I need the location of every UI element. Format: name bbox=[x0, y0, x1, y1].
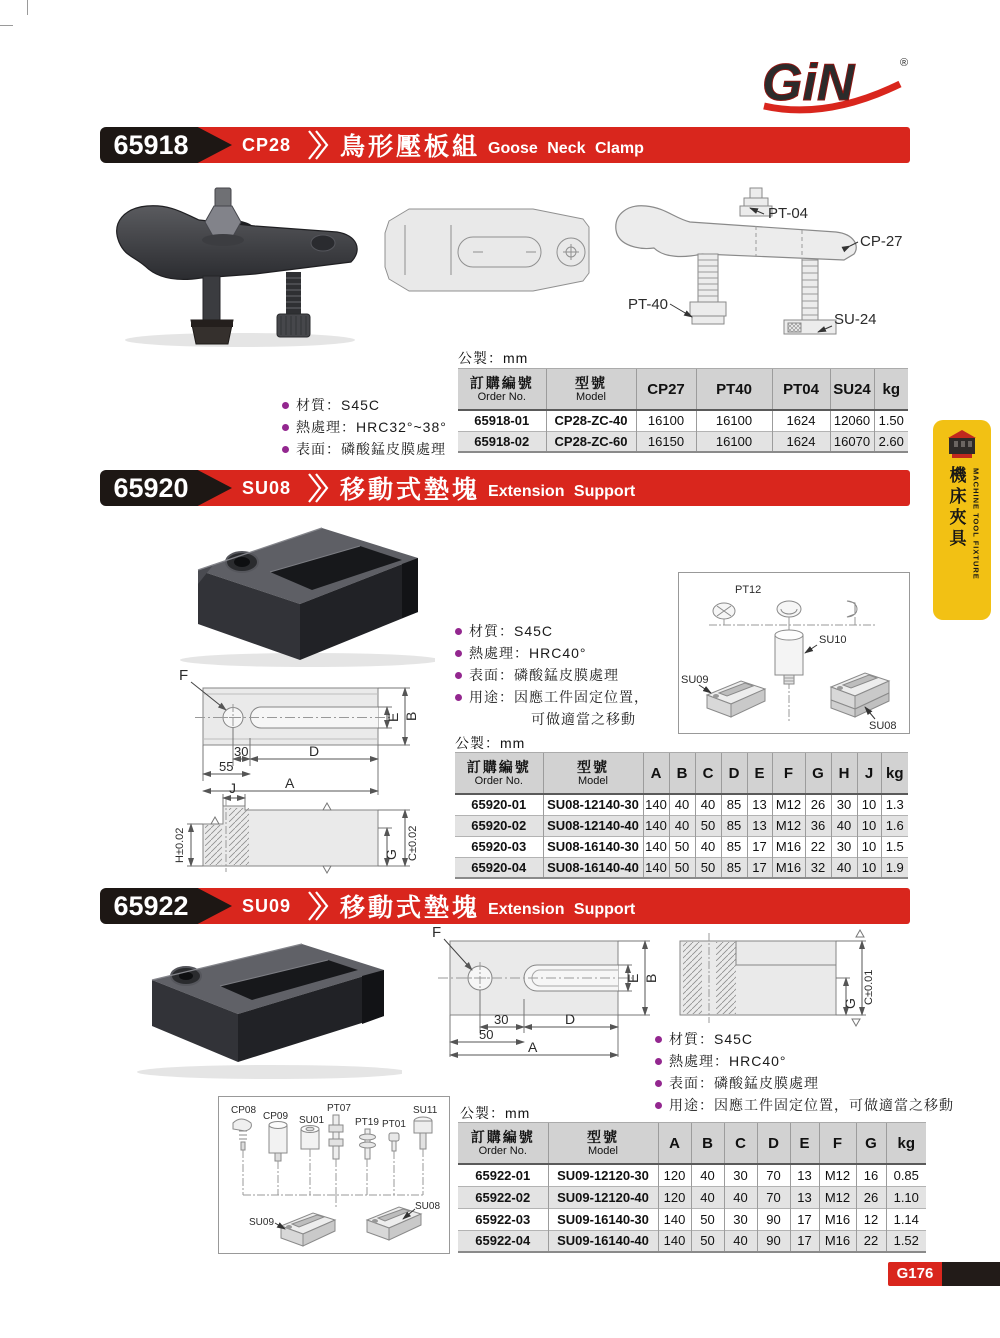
table-cell: 50 bbox=[669, 836, 695, 857]
dim-label-30: 30 bbox=[234, 744, 249, 759]
dim-label-f: F bbox=[432, 925, 442, 941]
product-title bbox=[340, 888, 635, 924]
column-header: B bbox=[669, 753, 695, 795]
product-photo-65920 bbox=[150, 512, 435, 667]
table-cell: 30 bbox=[724, 1208, 757, 1230]
dim-label-c: C±0.02 bbox=[407, 825, 419, 861]
spec-label: 表面： bbox=[469, 667, 514, 683]
spec-value-continued: 可做適當之移動 bbox=[531, 711, 636, 727]
spec-list-65922 bbox=[655, 1030, 954, 1118]
table-cell: 70 bbox=[757, 1164, 790, 1186]
spec-value: 磷酸錳皮膜處理 bbox=[514, 667, 619, 683]
table-cell: 50 bbox=[691, 1208, 724, 1230]
spec-label: 表面： bbox=[296, 441, 341, 457]
table-cell: 1.9 bbox=[881, 857, 908, 878]
spec-label: 材質： bbox=[296, 397, 341, 413]
category-tab bbox=[933, 420, 991, 620]
spec-item bbox=[655, 1052, 954, 1071]
table-cell: 40 bbox=[691, 1164, 724, 1186]
column-header: A bbox=[658, 1123, 691, 1165]
dim-label-55: 55 bbox=[219, 759, 234, 774]
spec-list-65918 bbox=[282, 396, 447, 462]
product-model-tag: SU08 bbox=[242, 478, 292, 498]
spec-item bbox=[455, 688, 649, 707]
table-cell: M16 bbox=[772, 836, 805, 857]
spec-value: S45C bbox=[714, 1031, 754, 1047]
table-cell: M12 bbox=[772, 815, 805, 836]
table-cell: 12060 bbox=[830, 410, 874, 431]
table-cell: 13 bbox=[747, 794, 772, 815]
column-header: 型號 Model bbox=[546, 369, 636, 411]
column-header: CP27 bbox=[636, 369, 696, 411]
machine-icon bbox=[942, 428, 982, 460]
dim-label-c: C±0.01 bbox=[863, 969, 875, 1005]
spec-label: 熱處理： bbox=[296, 419, 356, 435]
table-cell: 17 bbox=[747, 857, 772, 878]
table-cell: CP28-ZC-40 bbox=[546, 410, 636, 431]
spec-item bbox=[282, 418, 447, 437]
table-cell: 17 bbox=[790, 1230, 819, 1252]
bullet-icon bbox=[655, 1036, 662, 1043]
table-cell: 13 bbox=[747, 815, 772, 836]
table-cell: 12 bbox=[856, 1208, 886, 1230]
table-cell: 17 bbox=[747, 836, 772, 857]
product-model-tag: CP28 bbox=[242, 135, 292, 155]
dim-label-h: H±0.02 bbox=[174, 827, 186, 863]
table-cell: 140 bbox=[643, 836, 669, 857]
table-cell: 65922-04 bbox=[458, 1230, 548, 1252]
page-number-strip bbox=[942, 1262, 1000, 1286]
part-label-su09: SU09 bbox=[249, 1217, 275, 1228]
spec-value: 磷酸錳皮膜處理 bbox=[714, 1075, 819, 1091]
column-header: 型號 Model bbox=[543, 753, 643, 795]
column-header: D bbox=[721, 753, 747, 795]
table-cell: 16 bbox=[856, 1164, 886, 1186]
dimension-drawing-65920 bbox=[133, 660, 445, 880]
table-cell: 26 bbox=[805, 794, 831, 815]
table-row bbox=[455, 836, 908, 857]
table-cell: M12 bbox=[819, 1186, 856, 1208]
table-cell: 10 bbox=[857, 836, 881, 857]
table-cell: 13 bbox=[790, 1186, 819, 1208]
part-label-su01: SU01 bbox=[299, 1115, 325, 1126]
column-header: G bbox=[805, 753, 831, 795]
dim-label-50: 50 bbox=[479, 1027, 494, 1042]
spec-value: HRC40° bbox=[729, 1053, 787, 1069]
column-header: E bbox=[747, 753, 772, 795]
table-cell: 22 bbox=[856, 1230, 886, 1252]
column-header: kg bbox=[874, 369, 908, 411]
part-label-su08: SU08 bbox=[415, 1201, 441, 1212]
spec-item bbox=[655, 1074, 954, 1093]
bullet-icon bbox=[455, 672, 462, 679]
product-title-zh: 移動式墊塊 bbox=[340, 476, 481, 504]
part-label-su08: SU08 bbox=[869, 720, 897, 732]
dim-label-a: A bbox=[528, 1039, 538, 1055]
dim-label-d: D bbox=[309, 743, 320, 759]
table-cell: SU09-12120-30 bbox=[548, 1164, 658, 1186]
table-cell: 90 bbox=[757, 1208, 790, 1230]
dim-label-f: F bbox=[179, 667, 189, 684]
table-cell: 1.3 bbox=[881, 794, 908, 815]
table-cell: 13 bbox=[790, 1164, 819, 1186]
section-header-65920 bbox=[100, 470, 910, 506]
spec-table-65918 bbox=[458, 368, 908, 453]
table-cell: 65922-01 bbox=[475, 1167, 531, 1183]
table-cell: 22 bbox=[805, 836, 831, 857]
column-header: kg bbox=[886, 1123, 926, 1165]
table-cell: 40 bbox=[724, 1186, 757, 1208]
table-row bbox=[458, 1186, 926, 1208]
table-cell: 30 bbox=[831, 794, 857, 815]
spec-value: 磷酸錳皮膜處理 bbox=[341, 441, 446, 457]
bullet-icon bbox=[655, 1102, 662, 1109]
column-header: F bbox=[772, 753, 805, 795]
table-cell: 65922-02 bbox=[458, 1186, 548, 1208]
table-cell: 85 bbox=[721, 836, 747, 857]
table-row bbox=[455, 857, 908, 878]
spec-value: S45C bbox=[341, 397, 381, 413]
spec-list-65920 bbox=[455, 622, 649, 731]
table-cell: SU08-16140-40 bbox=[543, 857, 643, 878]
table-cell: 65920-01 bbox=[471, 797, 527, 813]
product-code: 65918 bbox=[113, 130, 189, 160]
bullet-icon bbox=[282, 446, 289, 453]
column-header: C bbox=[695, 753, 721, 795]
dim-label-e: E bbox=[625, 973, 641, 983]
table-cell: 65918-01 bbox=[474, 413, 530, 429]
column-header: D bbox=[757, 1123, 790, 1165]
product-code: 65922 bbox=[113, 891, 189, 921]
column-header: 訂購編號 Order No. bbox=[458, 369, 546, 411]
table-cell: 16150 bbox=[636, 431, 696, 452]
table-cell: 16100 bbox=[696, 431, 772, 452]
spec-value: 因應工件固定位置，可做適當之移動 bbox=[714, 1097, 954, 1113]
table-cell: SU08-12140-40 bbox=[543, 815, 643, 836]
spec-label: 材質： bbox=[669, 1031, 714, 1047]
part-label-su11: SU11 bbox=[413, 1105, 438, 1116]
table-cell: 85 bbox=[721, 794, 747, 815]
table-cell: 10 bbox=[857, 794, 881, 815]
table-cell: 120 bbox=[658, 1186, 691, 1208]
table-cell: 40 bbox=[831, 815, 857, 836]
bullet-icon bbox=[282, 424, 289, 431]
product-title bbox=[340, 127, 644, 163]
part-label-pt12: PT12 bbox=[735, 584, 762, 596]
dim-label-b: B bbox=[403, 711, 419, 721]
bullet-icon bbox=[655, 1080, 662, 1087]
table-cell: CP28-ZC-60 bbox=[546, 431, 636, 452]
table-cell: SU08-16140-30 bbox=[543, 836, 643, 857]
spec-label: 用途： bbox=[469, 689, 514, 705]
table-cell: SU09-12120-40 bbox=[548, 1186, 658, 1208]
table-cell: 90 bbox=[757, 1230, 790, 1252]
table-cell: 17 bbox=[790, 1208, 819, 1230]
chevron-icon bbox=[306, 891, 332, 921]
dim-label-g: G bbox=[383, 849, 399, 860]
table-cell: 65920-02 bbox=[455, 815, 543, 836]
table-cell: 140 bbox=[643, 857, 669, 878]
part-label-su09: SU09 bbox=[681, 674, 709, 686]
spec-label: 表面： bbox=[669, 1075, 714, 1091]
part-label-cp09: CP09 bbox=[263, 1111, 289, 1122]
dim-label-e: E bbox=[385, 712, 401, 722]
table-row bbox=[458, 410, 908, 431]
column-header: B bbox=[691, 1123, 724, 1165]
table-cell: 1.10 bbox=[886, 1186, 926, 1208]
registered-mark: ® bbox=[900, 57, 909, 69]
table-cell: M16 bbox=[819, 1208, 856, 1230]
table-cell: 140 bbox=[643, 794, 669, 815]
assembly-diagram-65922 bbox=[218, 1096, 450, 1254]
table-cell: 1624 bbox=[772, 410, 830, 431]
table-cell: 1.5 bbox=[881, 836, 908, 857]
spec-item bbox=[282, 396, 447, 415]
table-cell: 2.60 bbox=[874, 431, 908, 452]
page-number: G176 bbox=[888, 1262, 942, 1286]
spec-label: 用途： bbox=[669, 1097, 714, 1113]
spec-item bbox=[455, 644, 649, 663]
table-cell: 1.14 bbox=[886, 1208, 926, 1230]
table-cell: 50 bbox=[695, 815, 721, 836]
part-label-pt04: PT-04 bbox=[768, 205, 809, 222]
part-label-cp08: CP08 bbox=[231, 1105, 257, 1116]
dim-label-b: B bbox=[643, 973, 659, 983]
product-title-en: Extension Support bbox=[488, 482, 636, 500]
product-title bbox=[340, 470, 635, 506]
table-cell: M12 bbox=[772, 794, 805, 815]
table-cell: 85 bbox=[721, 857, 747, 878]
table-cell: 140 bbox=[658, 1230, 691, 1252]
product-title-zh: 鳥形壓板組 bbox=[340, 133, 481, 161]
table-cell: 40 bbox=[669, 794, 695, 815]
category-tab-en: MACHINE TOOL FIXTURE bbox=[971, 468, 981, 580]
table-cell: 16070 bbox=[830, 431, 874, 452]
product-title-zh: 移動式墊塊 bbox=[340, 894, 481, 922]
dim-label-a: A bbox=[285, 775, 295, 791]
table-row bbox=[458, 431, 908, 452]
column-header: PT04 bbox=[772, 369, 830, 411]
product-photo-65918 bbox=[105, 180, 370, 352]
part-label-pt19: PT19 bbox=[355, 1117, 379, 1128]
part-label-pt07: PT07 bbox=[327, 1103, 351, 1114]
bullet-icon bbox=[655, 1058, 662, 1065]
table-cell: M16 bbox=[819, 1230, 856, 1252]
spec-label: 熱處理： bbox=[469, 645, 529, 661]
column-header: 訂購編號 Order No. bbox=[458, 1123, 548, 1165]
column-header: F bbox=[819, 1123, 856, 1165]
category-tab-zh: 機床夾具 bbox=[946, 466, 966, 550]
table-cell: 50 bbox=[669, 857, 695, 878]
product-title-en: Goose Neck Clamp bbox=[488, 139, 644, 157]
table-cell: 26 bbox=[856, 1186, 886, 1208]
column-header: J bbox=[857, 753, 881, 795]
table-cell: 85 bbox=[721, 815, 747, 836]
table-row bbox=[455, 815, 908, 836]
column-header: E bbox=[790, 1123, 819, 1165]
table-cell: SU09-16140-30 bbox=[548, 1208, 658, 1230]
crop-mark bbox=[0, 25, 13, 26]
crop-mark bbox=[27, 0, 28, 15]
column-header: H bbox=[831, 753, 857, 795]
part-label-cp27: CP-27 bbox=[860, 233, 903, 250]
dim-label-g: G bbox=[842, 998, 858, 1009]
column-header: kg bbox=[881, 753, 908, 795]
table-cell: 65920-04 bbox=[455, 857, 543, 878]
chevron-icon bbox=[306, 130, 332, 160]
brand-logo bbox=[748, 50, 920, 122]
table-cell: M12 bbox=[819, 1164, 856, 1186]
spec-item bbox=[282, 440, 447, 459]
spec-label: 材質： bbox=[469, 623, 514, 639]
table-cell: 40 bbox=[669, 815, 695, 836]
dim-label-30: 30 bbox=[494, 1012, 509, 1027]
top-view-drawing-65918 bbox=[383, 205, 595, 297]
table-cell: SU08-12140-30 bbox=[543, 794, 643, 815]
part-label-pt01: PT01 bbox=[382, 1119, 406, 1130]
table-cell: 16100 bbox=[696, 410, 772, 431]
column-header: SU24 bbox=[830, 369, 874, 411]
table-cell: 1624 bbox=[772, 431, 830, 452]
table-cell: 1.52 bbox=[886, 1230, 926, 1252]
spec-table-65920 bbox=[455, 752, 908, 879]
dim-label-j: J bbox=[229, 780, 236, 796]
product-photo-65922 bbox=[112, 930, 402, 1082]
table-cell: 40 bbox=[691, 1186, 724, 1208]
spec-value: S45C bbox=[514, 623, 554, 639]
section-header-65918 bbox=[100, 127, 910, 163]
table-cell: 30 bbox=[724, 1164, 757, 1186]
product-code: 65920 bbox=[113, 473, 189, 503]
spec-item bbox=[655, 1096, 954, 1115]
table-cell: 1.6 bbox=[881, 815, 908, 836]
column-header: PT40 bbox=[696, 369, 772, 411]
table-cell: 30 bbox=[831, 836, 857, 857]
table-cell: 10 bbox=[857, 857, 881, 878]
table-cell: 140 bbox=[643, 815, 669, 836]
table-cell: 70 bbox=[757, 1186, 790, 1208]
table-cell: 120 bbox=[658, 1164, 691, 1186]
chevron-icon bbox=[306, 473, 332, 503]
spec-table-65922 bbox=[458, 1122, 926, 1253]
section-header-65922 bbox=[100, 888, 910, 924]
spec-item bbox=[455, 666, 649, 685]
table-cell: 50 bbox=[695, 857, 721, 878]
spec-item bbox=[455, 622, 649, 641]
table-cell: 10 bbox=[857, 815, 881, 836]
bullet-icon bbox=[455, 694, 462, 701]
metric-unit-label: 公製：mm bbox=[458, 350, 529, 366]
table-cell: M16 bbox=[772, 857, 805, 878]
spec-value: HRC40° bbox=[529, 645, 587, 661]
spec-value: HRC32°~38° bbox=[356, 419, 447, 435]
table-cell: 36 bbox=[805, 815, 831, 836]
brand-logo-text: GiN bbox=[762, 54, 855, 112]
table-cell: 65918-02 bbox=[458, 431, 546, 452]
table-cell: 32 bbox=[805, 857, 831, 878]
table-cell: 16100 bbox=[636, 410, 696, 431]
metric-unit-label: 公製：mm bbox=[460, 1105, 531, 1121]
table-row bbox=[455, 794, 908, 815]
table-cell: 0.85 bbox=[886, 1164, 926, 1186]
table-cell: 40 bbox=[695, 836, 721, 857]
spec-item bbox=[655, 1030, 954, 1049]
bullet-icon bbox=[455, 628, 462, 635]
table-cell: 65922-03 bbox=[458, 1208, 548, 1230]
part-label-su24: SU-24 bbox=[834, 311, 877, 328]
column-header: 訂購編號 Order No. bbox=[455, 753, 543, 795]
column-header: 型號 Model bbox=[548, 1123, 658, 1165]
table-row bbox=[458, 1164, 926, 1186]
bullet-icon bbox=[455, 650, 462, 657]
product-model-tag: SU09 bbox=[242, 896, 292, 916]
dim-label-d: D bbox=[565, 1011, 576, 1027]
table-cell: 40 bbox=[724, 1230, 757, 1252]
bullet-icon bbox=[282, 402, 289, 409]
spec-label: 熱處理： bbox=[669, 1053, 729, 1069]
product-title-en: Extension Support bbox=[488, 900, 636, 918]
assembly-diagram-65920 bbox=[678, 572, 910, 734]
table-row bbox=[458, 1230, 926, 1252]
column-header: A bbox=[643, 753, 669, 795]
table-cell: 40 bbox=[695, 794, 721, 815]
table-cell: 140 bbox=[658, 1208, 691, 1230]
table-cell: 50 bbox=[691, 1230, 724, 1252]
metric-unit-label: 公製：mm bbox=[455, 735, 526, 751]
table-cell: 40 bbox=[831, 857, 857, 878]
column-header: G bbox=[856, 1123, 886, 1165]
table-cell: SU09-16140-40 bbox=[548, 1230, 658, 1252]
column-header: C bbox=[724, 1123, 757, 1165]
spec-value: 因應工件固定位置， bbox=[514, 689, 649, 705]
table-cell: 65920-03 bbox=[455, 836, 543, 857]
exploded-diagram-65918 bbox=[606, 186, 908, 350]
part-label-su10: SU10 bbox=[819, 634, 847, 646]
table-cell: 1.50 bbox=[874, 410, 908, 431]
part-label-pt40: PT-40 bbox=[628, 296, 669, 313]
table-row bbox=[458, 1208, 926, 1230]
